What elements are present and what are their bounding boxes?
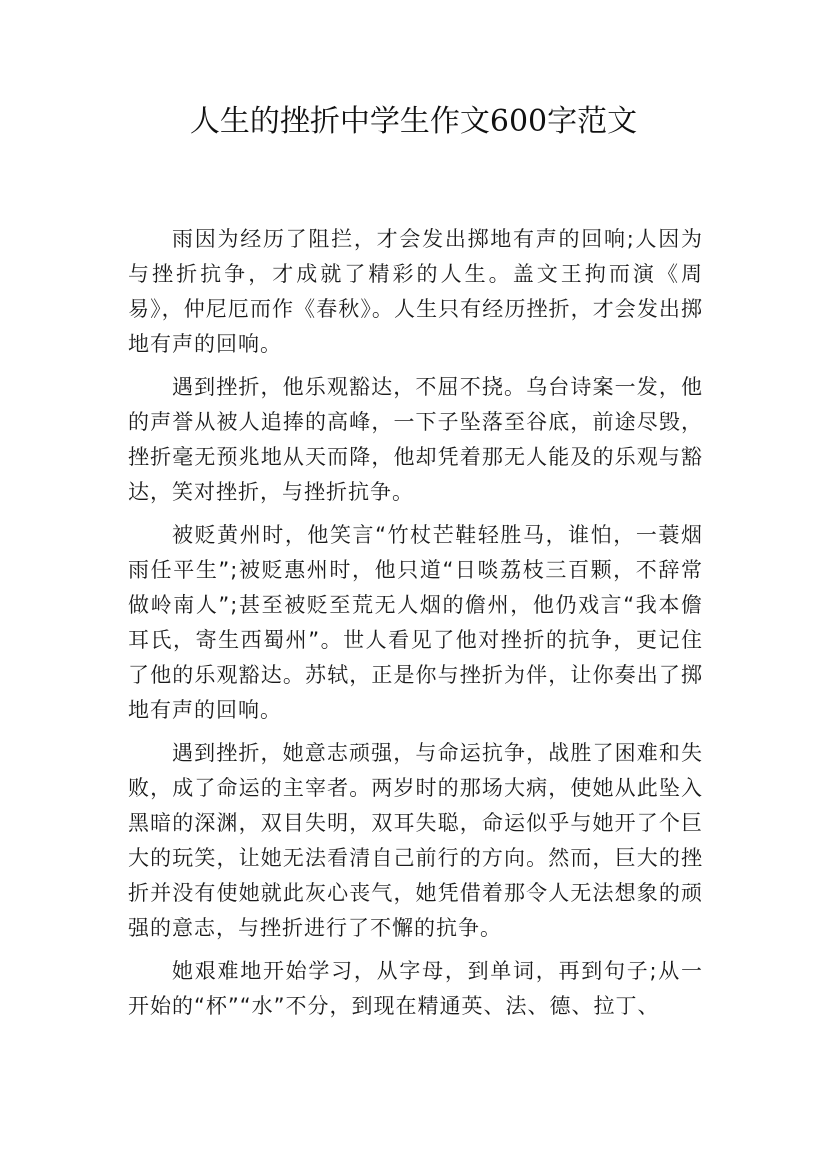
document-title: 人生的挫折中学生作文600字范文 <box>189 104 638 139</box>
paragraph: 雨因为经历了阻拦，才会发出掷地有声的回响;人因为与挫折抗争，才成就了精彩的人生。盖文王拘而演《周易》，仲尼厄而作《春秋》。人生只有经历挫折，才会发出掷地有声的回响。 <box>128 227 703 356</box>
document-body <box>128 222 703 1032</box>
paragraph: 遇到挫折，他乐观豁达，不屈不挠。乌台诗案一发，他的声誉从被人追捧的高峰，一下子坠落至谷底，前途尽毁，挫折毫无预兆地从天而降，他却凭着那无人能及的乐观与豁达，笑对挫折，与挫折抗争。 <box>128 375 703 504</box>
paragraph: 她艰难地开始学习，从字母，到单词，再到句子;从一开始的“杯”“水”不分，到现在精通英、法、德、拉丁、 <box>128 959 703 1018</box>
paragraph: 被贬黄州时，他笑言“竹杖芒鞋轻胜马，谁怕，一蓑烟雨任平生”;被贬惠州时，他只道“日啖荔枝三百颗，不辞常做岭南人”;甚至被贬至荒无人烟的儋州，他仍戏言“我本儋耳氏，寄生西蜀州”。世人看见了他对挫折的抗争，更记住了他的乐观豁达。苏轼，正是你与挫折为伴，让你奏出了掷地有声的回响。 <box>128 523 703 722</box>
paragraph: 遇到挫折，她意志顽强，与命运抗争，战胜了困难和失败，成了命运的主宰者。两岁时的那场大病，使她从此坠入黑暗的深渊，双目失明，双耳失聪，命运似乎与她开了个巨大的玩笑，让她无法看清自己前行的方向。然而，巨大的挫折并没有使她就此灰心丧气，她凭借着那令人无法想象的顽强的意志，与挫折进行了不懈的抗争。 <box>128 741 703 940</box>
